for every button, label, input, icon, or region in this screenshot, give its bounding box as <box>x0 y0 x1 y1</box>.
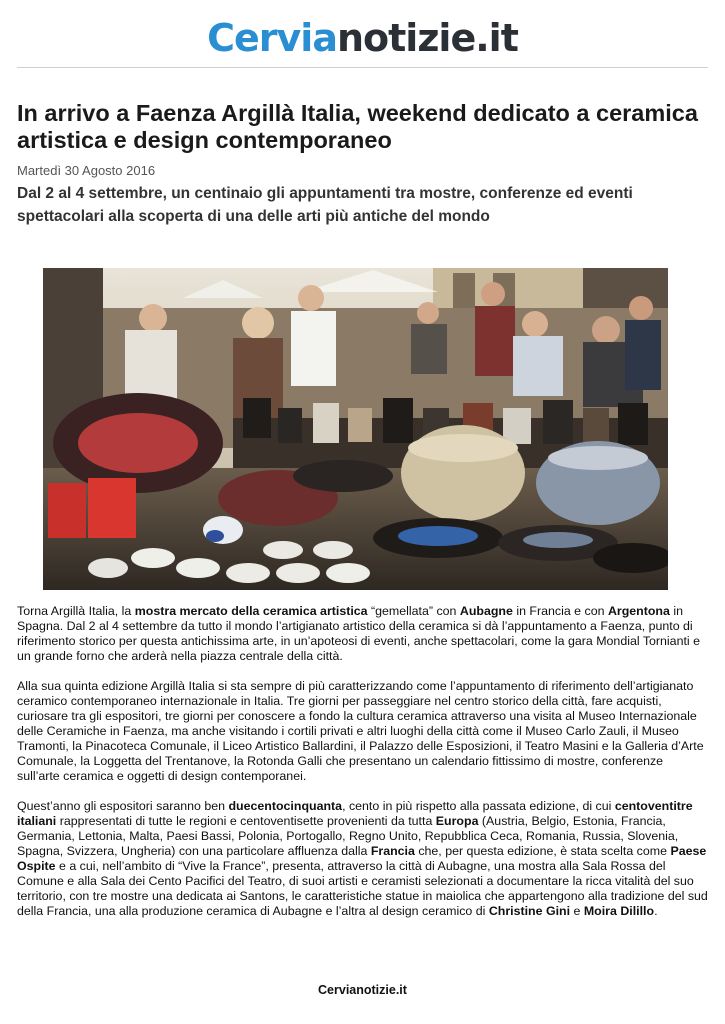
bold-text: centoventitre italiani <box>17 799 693 828</box>
text-run: rappresentati di tutte le regioni e centoventisette provenienti da tutta <box>56 814 436 828</box>
logo-cervia: Cervia <box>207 16 337 60</box>
text-run: in Spagna. Dal 2 al 4 settembre da tutto il mondo l’artigianato artistico della ceramica si dà l’appuntamento a Faenza, punto di riferimento storico per questa antichissima arte, in un’apoteosi di eventi, anche spettacolari, come la gara Mondial Tornianti e un grande forno che arderà nella piazza centrale della città. <box>17 604 700 663</box>
bold-text: Christine Gini <box>488 904 571 918</box>
article-date: Martedì 30 Agosto 2016 <box>17 163 156 178</box>
article-subtitle: Dal 2 al 4 settembre, un centinaio gli appuntamenti tra mostre, conferenze ed eventi spettacolari alla scoperta di una delle arti più antiche del mondo <box>17 185 633 225</box>
header-divider <box>17 67 708 68</box>
text-run: “gemellata” con <box>367 604 460 618</box>
text-run: Alla sua quinta edizione Argillà Italia si sta sempre di più caratterizzando come l’appuntamento di riferimento dell’artigianato ceramico contemporaneo internazionale in Italia. Tre giorni per passeggiare nel centro storico della città, fare acquisti, curiosare tra gli espositori, tre giorni per conoscere a fondo la cultura ceramica attraverso una visita al Museo Internazionale delle Ceramiche in Faenza, ma anche visitando i cortili privati e altri luoghi della città come il Museo Carlo Zauli, il Museo Tramonti, la Pinacoteca Comunale, il Liceo Artistico Ballardini, il Palazzo delle Esposizioni, il Teatro Masini e la Galleria d’Arte Comunale, la Loggetta del Trentanove, la Rotonda Galli che presentano un calendario fittissimo di mostre, conferenze sull’arte ceramica e oggetti di design contemporanei. <box>17 679 704 783</box>
text-run: che, per questa edizione, è stata scelta come <box>414 844 671 858</box>
logo-notizie: notizie.it <box>336 16 518 60</box>
footer-site-name: Cervianotizie.it <box>318 983 407 997</box>
article-photo <box>43 268 668 590</box>
bold-text: Aubagne <box>459 604 513 618</box>
text-run: , cento in più rispetto alla passata edizione, di cui <box>342 799 615 813</box>
article-paragraph <box>17 799 709 919</box>
bold-text: Francia <box>370 844 415 858</box>
text-run: . <box>654 904 658 918</box>
article-paragraph <box>17 604 709 664</box>
site-logo[interactable] <box>0 14 725 62</box>
article-title: In arrivo a Faenza Argillà Italia, weekend dedicato a ceramica artistica e design contemporaneo <box>17 100 698 153</box>
text-run: e a cui, nell’ambito di “Vive la France”, presenta, attraverso la città di Aubagne, una mostra alla Sala Rossa del Comune e alla Sala dei Cento Pacifici del Teatro, di suoi artisti e ceramisti selezionati a documentare la ricca vitalità del suo territorio, con tre mostre una dedicata ai Santons, le caratteristiche statue in maiolica che appartengono alla tradizione del sud della Francia, una alla produzione ceramica di Aubagne e l’altra al design ceramico di <box>17 859 708 918</box>
bold-text: Argentona <box>607 604 670 618</box>
text-run: Quest’anno gli espositori saranno ben <box>17 799 229 813</box>
bold-text: mostra mercato della ceramica artistica <box>134 604 368 618</box>
text-run: e <box>570 904 584 918</box>
article-paragraph <box>17 679 709 784</box>
bold-text: duecentocinquanta <box>228 799 343 813</box>
bold-text: Moira Dilillo <box>583 904 655 918</box>
article-body <box>17 604 709 934</box>
text-run: Torna Argillà Italia, la <box>17 604 135 618</box>
text-run: in Francia e con <box>512 604 608 618</box>
bold-text: Paese Ospite <box>17 844 707 873</box>
bold-text: Europa <box>435 814 479 828</box>
text-run: (Austria, Belgio, Estonia, Francia, Germania, Lettonia, Malta, Paesi Bassi, Polonia, Portogallo, Regno Unito, Repubblica Ceca, Romania, Russia, Slovenia, Spagna, Svizzera, Ungheria) con una particolare affluenza dalla <box>17 814 679 858</box>
